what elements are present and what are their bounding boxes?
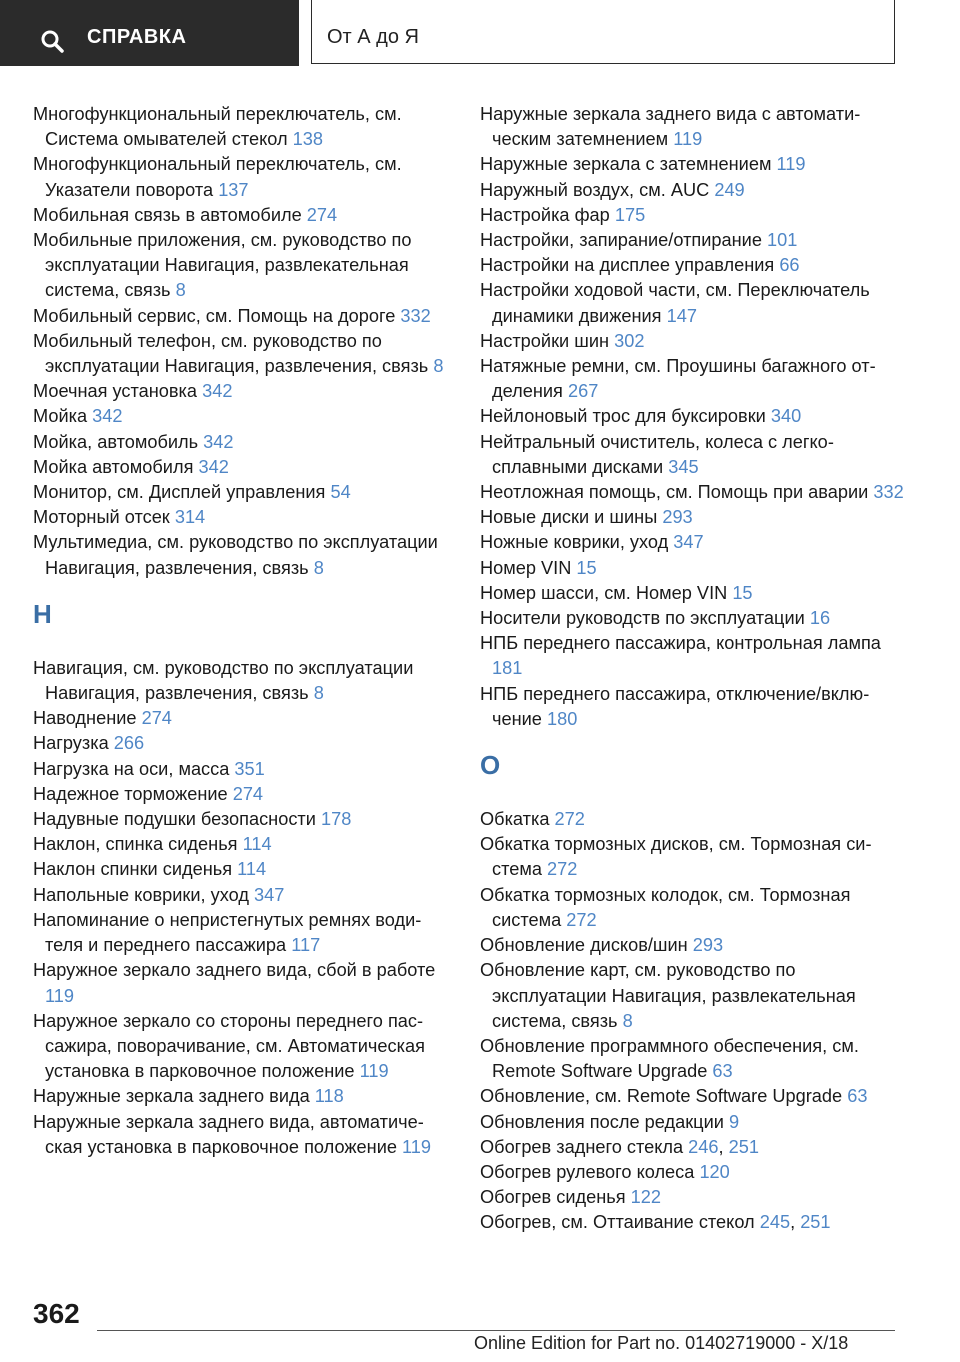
page-link[interactable]: 340 — [770, 406, 802, 427]
index-entry-text: Наклон, спинка сиденья — [33, 834, 243, 855]
index-entry — [480, 102, 905, 152]
page-link[interactable]: 178 — [320, 809, 352, 830]
index-entry-text: Наружное зеркало со стороны переднего пассажира, поворачивание, см. Автоматическая установка в парковочное положение — [33, 1010, 425, 1082]
index-entry-text: Обкатка тормозных дисков, см. Тормозная система — [480, 834, 872, 880]
index-entry-text: Мойка, автомобиль — [33, 431, 204, 452]
page-link[interactable]: 117 — [291, 935, 321, 956]
page-link[interactable]: 245 — [759, 1212, 791, 1233]
index-entry — [480, 278, 905, 328]
page-link[interactable]: 266 — [113, 733, 145, 754]
index-entry — [480, 883, 905, 933]
index-entry — [480, 505, 905, 530]
page-link[interactable]: 101 — [767, 230, 798, 251]
index-entry-text: Мультимедиа, см. руководство по эксплуатации Навигация, развлечения, связь — [33, 532, 438, 578]
index-entry-text: Настройки ходовой части, см. Переключатель динамики движения — [480, 280, 870, 326]
index-entry — [480, 228, 905, 253]
index-entry — [33, 329, 453, 379]
index-entry-text: Обкатка тормозных колодок, см. Тормозная система — [480, 884, 851, 930]
index-entry — [480, 1084, 905, 1109]
page-link[interactable]: 114 — [242, 834, 272, 855]
page-link[interactable]: 15 — [576, 557, 597, 578]
page-link[interactable]: 66 — [779, 255, 800, 276]
index-entry-text: Мобильный телефон, см. руководство по эксплуатации Навигация, развлечения, связь — [33, 330, 434, 377]
index-entry — [480, 253, 905, 278]
index-entry-text: Многофункциональный переключатель, см. Указатели поворота — [33, 154, 402, 200]
index-entry-text: Обновление, см. Remote Software Upgrade — [480, 1086, 848, 1107]
index-entry — [480, 530, 905, 555]
index-entry-text: Наружные зеркала с затемнением — [480, 154, 777, 175]
page-link[interactable]: 347 — [254, 884, 285, 905]
header — [0, 0, 960, 66]
index-entry — [33, 102, 453, 152]
index-entry-text: Обновление карт, см. руководство по эксплуатации Навигация, развлекательная система, связь — [480, 960, 856, 1031]
index-entry-text: Обновление программного обеспечения, см. Remote Software Upgrade — [480, 1035, 859, 1082]
page-link[interactable]: 342 — [202, 381, 233, 402]
index-entry — [480, 958, 905, 1034]
index-entry — [33, 782, 453, 807]
index-entry-text: Мобильная связь в автомобиле — [33, 204, 307, 225]
page-link[interactable]: 272 — [547, 859, 578, 880]
page-link[interactable]: 137 — [218, 179, 249, 200]
index-entry-text: Надежное торможение — [33, 783, 233, 804]
page-link[interactable]: 119 — [673, 129, 703, 150]
index-entry — [480, 404, 905, 429]
index-entry — [480, 329, 905, 354]
page-link[interactable]: 119 — [776, 154, 806, 175]
index-entry — [33, 228, 453, 304]
help-tab[interactable] — [0, 0, 299, 66]
index-entry — [480, 354, 905, 404]
page-link[interactable]: 272 — [566, 909, 597, 930]
index-entry-text: Настройки шин — [480, 330, 615, 351]
page-link[interactable]: 293 — [692, 935, 724, 956]
page-link[interactable]: 251 — [800, 1212, 831, 1233]
page-link[interactable]: 267 — [567, 381, 599, 402]
index-entry-text: Обновление дисков/шин — [480, 935, 693, 956]
page-link[interactable]: 118 — [314, 1086, 344, 1107]
page-link[interactable]: 249 — [714, 179, 745, 200]
index-entry — [33, 958, 453, 1008]
index-entry-text: Обновления после редакции — [480, 1111, 729, 1132]
index-entry-text: Мобильный сервис, см. Помощь на дороге — [33, 305, 401, 326]
index-entry-text: Наводнение — [33, 708, 142, 729]
page-link[interactable]: 119 — [402, 1136, 432, 1157]
index-entry-text: Мойка автомобиля — [33, 456, 199, 477]
index-entry — [480, 682, 905, 732]
index-entry — [480, 1185, 905, 1210]
page-link[interactable]: 54 — [330, 482, 351, 503]
search-icon — [40, 29, 66, 55]
index-entry-text: Нейтральный очиститель, колеса с легкосплавными дисками — [480, 431, 834, 477]
index-entry-text: Наружные зеркала заднего вида — [33, 1086, 315, 1107]
index-entry — [33, 203, 453, 228]
index-entry-text: Навигация, см. руководство по эксплуатации Навигация, развлечения, связь — [33, 657, 414, 704]
section-letter: Н — [33, 598, 52, 629]
index-entry — [480, 1034, 905, 1084]
index-entry-text: Наружное зеркало заднего вида, сбой в работе — [33, 960, 436, 981]
index-entry-text: Номер VIN — [480, 557, 577, 578]
index-entry-text: Неотложная помощь, см. Помощь при аварии — [480, 482, 874, 503]
page-link[interactable]: 138 — [292, 129, 323, 150]
header-title: СПРАВКА — [87, 26, 187, 48]
index-entry-text: Многофункциональный переключатель, см. Система омывателей стекол — [33, 104, 402, 150]
index-entry-text: Наружные зеркала заднего вида, автоматическая установка в парковочное положение — [33, 1111, 424, 1157]
page-link[interactable]: 274 — [141, 708, 172, 729]
index-entry — [33, 807, 453, 832]
index-entry — [480, 807, 905, 832]
index-entry-text: Натяжные ремни, см. Проушины багажного отделения — [480, 356, 876, 402]
index-entry — [33, 152, 453, 202]
index-entry — [480, 606, 905, 631]
index-entry — [480, 581, 905, 606]
page-link[interactable]: 147 — [666, 305, 697, 326]
page-link[interactable]: 272 — [554, 809, 585, 830]
index-entry-text: Моечная установка — [33, 381, 203, 402]
index-entry-text: Напольные коврики, уход — [33, 884, 254, 905]
index-entry-text: Обогрев рулевого колеса — [480, 1161, 700, 1182]
page-number: 362 — [33, 1298, 80, 1329]
index-entry-text: Настройка фар — [480, 204, 615, 225]
index-entry-text: Наружные зеркала заднего вида с автоматическим затемнением — [480, 104, 861, 150]
index-entry — [33, 656, 453, 706]
index-entry — [33, 1110, 453, 1160]
index-entry — [33, 379, 453, 404]
index-entry: Обогрев заднего стекла 246, 251 — [480, 1136, 759, 1157]
index-entry-text: Мобильные приложения, см. руководство по эксплуатации Навигация, развлекательная система, связь — [33, 230, 412, 301]
page-link[interactable]: 114 — [237, 859, 267, 880]
index-entry-text: Надувные подушки безопасности — [33, 809, 321, 830]
index-entry-text: Монитор, см. Дисплей управления — [33, 482, 331, 503]
page-link[interactable]: 180 — [546, 708, 578, 729]
page-link[interactable]: 8 — [175, 280, 186, 301]
page-link[interactable]: 351 — [234, 758, 265, 779]
page-link[interactable]: 15 — [732, 582, 753, 603]
index-entry-text: Номер шасси, см. Номер VIN — [480, 582, 733, 603]
page-link[interactable]: 332 — [400, 305, 431, 326]
index-entry — [33, 832, 453, 857]
index-entry — [480, 631, 905, 681]
index-entry — [33, 455, 453, 480]
page-link[interactable]: 181 — [492, 658, 523, 679]
page-link[interactable]: 342 — [203, 431, 234, 452]
index-entry-text: Моторный отсек — [33, 507, 175, 528]
page-link[interactable]: 314 — [174, 507, 206, 528]
index-entry — [33, 430, 453, 455]
index-entry-text: Мойка — [33, 406, 93, 427]
index-entry — [480, 933, 905, 958]
index-entry — [33, 505, 453, 530]
page-link[interactable]: 175 — [614, 204, 646, 225]
index-entry — [33, 757, 453, 782]
index-entry-text: Наклон спинки сиденья — [33, 859, 238, 880]
index-column-right — [480, 102, 905, 1236]
page-link[interactable]: 16 — [809, 608, 831, 629]
index-entry — [33, 1084, 453, 1109]
page-link[interactable]: 332 — [873, 482, 904, 503]
index-entry — [480, 480, 905, 505]
footer-edition: Online Edition for Part no. 01402719000 - X/18 — [474, 1333, 849, 1353]
index-entry — [480, 556, 905, 581]
index-entry — [480, 1110, 905, 1135]
index-column-left — [33, 102, 453, 1160]
page-link[interactable]: 274 — [306, 204, 338, 225]
page-link[interactable]: 8 — [433, 356, 444, 377]
index-entry-text: Настройки, запирание/отпирание — [480, 230, 768, 251]
index-entry — [33, 731, 453, 756]
index-entry-text: Наружный воздух, см. AUC — [480, 179, 715, 200]
index-entry — [33, 530, 453, 580]
page-link[interactable]: 342 — [92, 406, 123, 427]
page-link[interactable]: 251 — [728, 1136, 759, 1157]
footer-divider — [97, 1330, 895, 1331]
page-link[interactable]: 302 — [614, 330, 645, 351]
index-entry-text: Нагрузка — [33, 733, 114, 754]
index-entry — [33, 908, 453, 958]
page-link[interactable]: 63 — [712, 1061, 733, 1082]
index-entry — [480, 1160, 905, 1185]
page-link[interactable]: 345 — [668, 456, 699, 477]
index-entry-text: Обогрев сиденья — [480, 1187, 631, 1208]
index-entry-text: Обогрев заднего стекла — [480, 1136, 689, 1157]
page-link[interactable]: 9 — [728, 1111, 740, 1132]
index-entry-text: Новые диски и шины — [480, 507, 663, 528]
index-entry-text: Нагрузка на оси, масса — [33, 758, 235, 779]
index-entry — [480, 203, 905, 228]
index-entry-text: НПБ переднего пассажира, отключение/включение — [480, 683, 870, 729]
index-entry-text: Настройки на дисплее управления — [480, 255, 780, 276]
page-link[interactable]: 122 — [630, 1187, 662, 1208]
index-entry: Обогрев, см. Оттаивание стекол 245, 251 — [480, 1212, 831, 1233]
page-link[interactable]: 274 — [232, 783, 264, 804]
index-entry — [33, 480, 453, 505]
index-entry-text: Носители руководств по эксплуатации — [480, 608, 810, 629]
index-entry — [480, 430, 905, 480]
index-entry-text: НПБ переднего пассажира, контрольная лампа — [480, 633, 881, 654]
page-link[interactable]: 119 — [359, 1061, 389, 1082]
page-link[interactable]: 8 — [313, 683, 324, 704]
index-entry-text: Нейлоновый трос для буксировки — [480, 406, 771, 427]
index-entry-text: Обогрев, см. Оттаивание стекол — [480, 1212, 760, 1233]
page-link[interactable]: 293 — [662, 507, 693, 528]
section-letter: О — [480, 750, 501, 781]
index-entry — [33, 404, 453, 429]
index-entry-text: Напоминание о непристегнутых ремнях водителя и переднего пассажира — [33, 909, 422, 956]
index-entry-text: Ножные коврики, уход — [480, 532, 674, 553]
page-link[interactable]: 8 — [313, 557, 324, 578]
index-entry — [33, 857, 453, 882]
page-link[interactable]: 246 — [688, 1136, 719, 1157]
index-entry — [33, 883, 453, 908]
page-link[interactable]: 119 — [45, 985, 74, 1006]
index-entry — [33, 304, 453, 329]
page-link[interactable]: 342 — [198, 456, 229, 477]
page-link[interactable]: 347 — [673, 532, 704, 553]
page-link[interactable]: 120 — [699, 1161, 730, 1182]
index-entry — [480, 832, 905, 882]
index-entry — [33, 706, 453, 731]
index-entry — [480, 178, 905, 203]
page-link[interactable]: 63 — [847, 1086, 868, 1107]
page-link[interactable]: 8 — [622, 1010, 633, 1031]
index-entry — [33, 1009, 453, 1085]
index-entry-text: Обкатка — [480, 809, 555, 830]
index-entry — [480, 152, 905, 177]
section-subtitle: От А до Я — [327, 26, 419, 48]
